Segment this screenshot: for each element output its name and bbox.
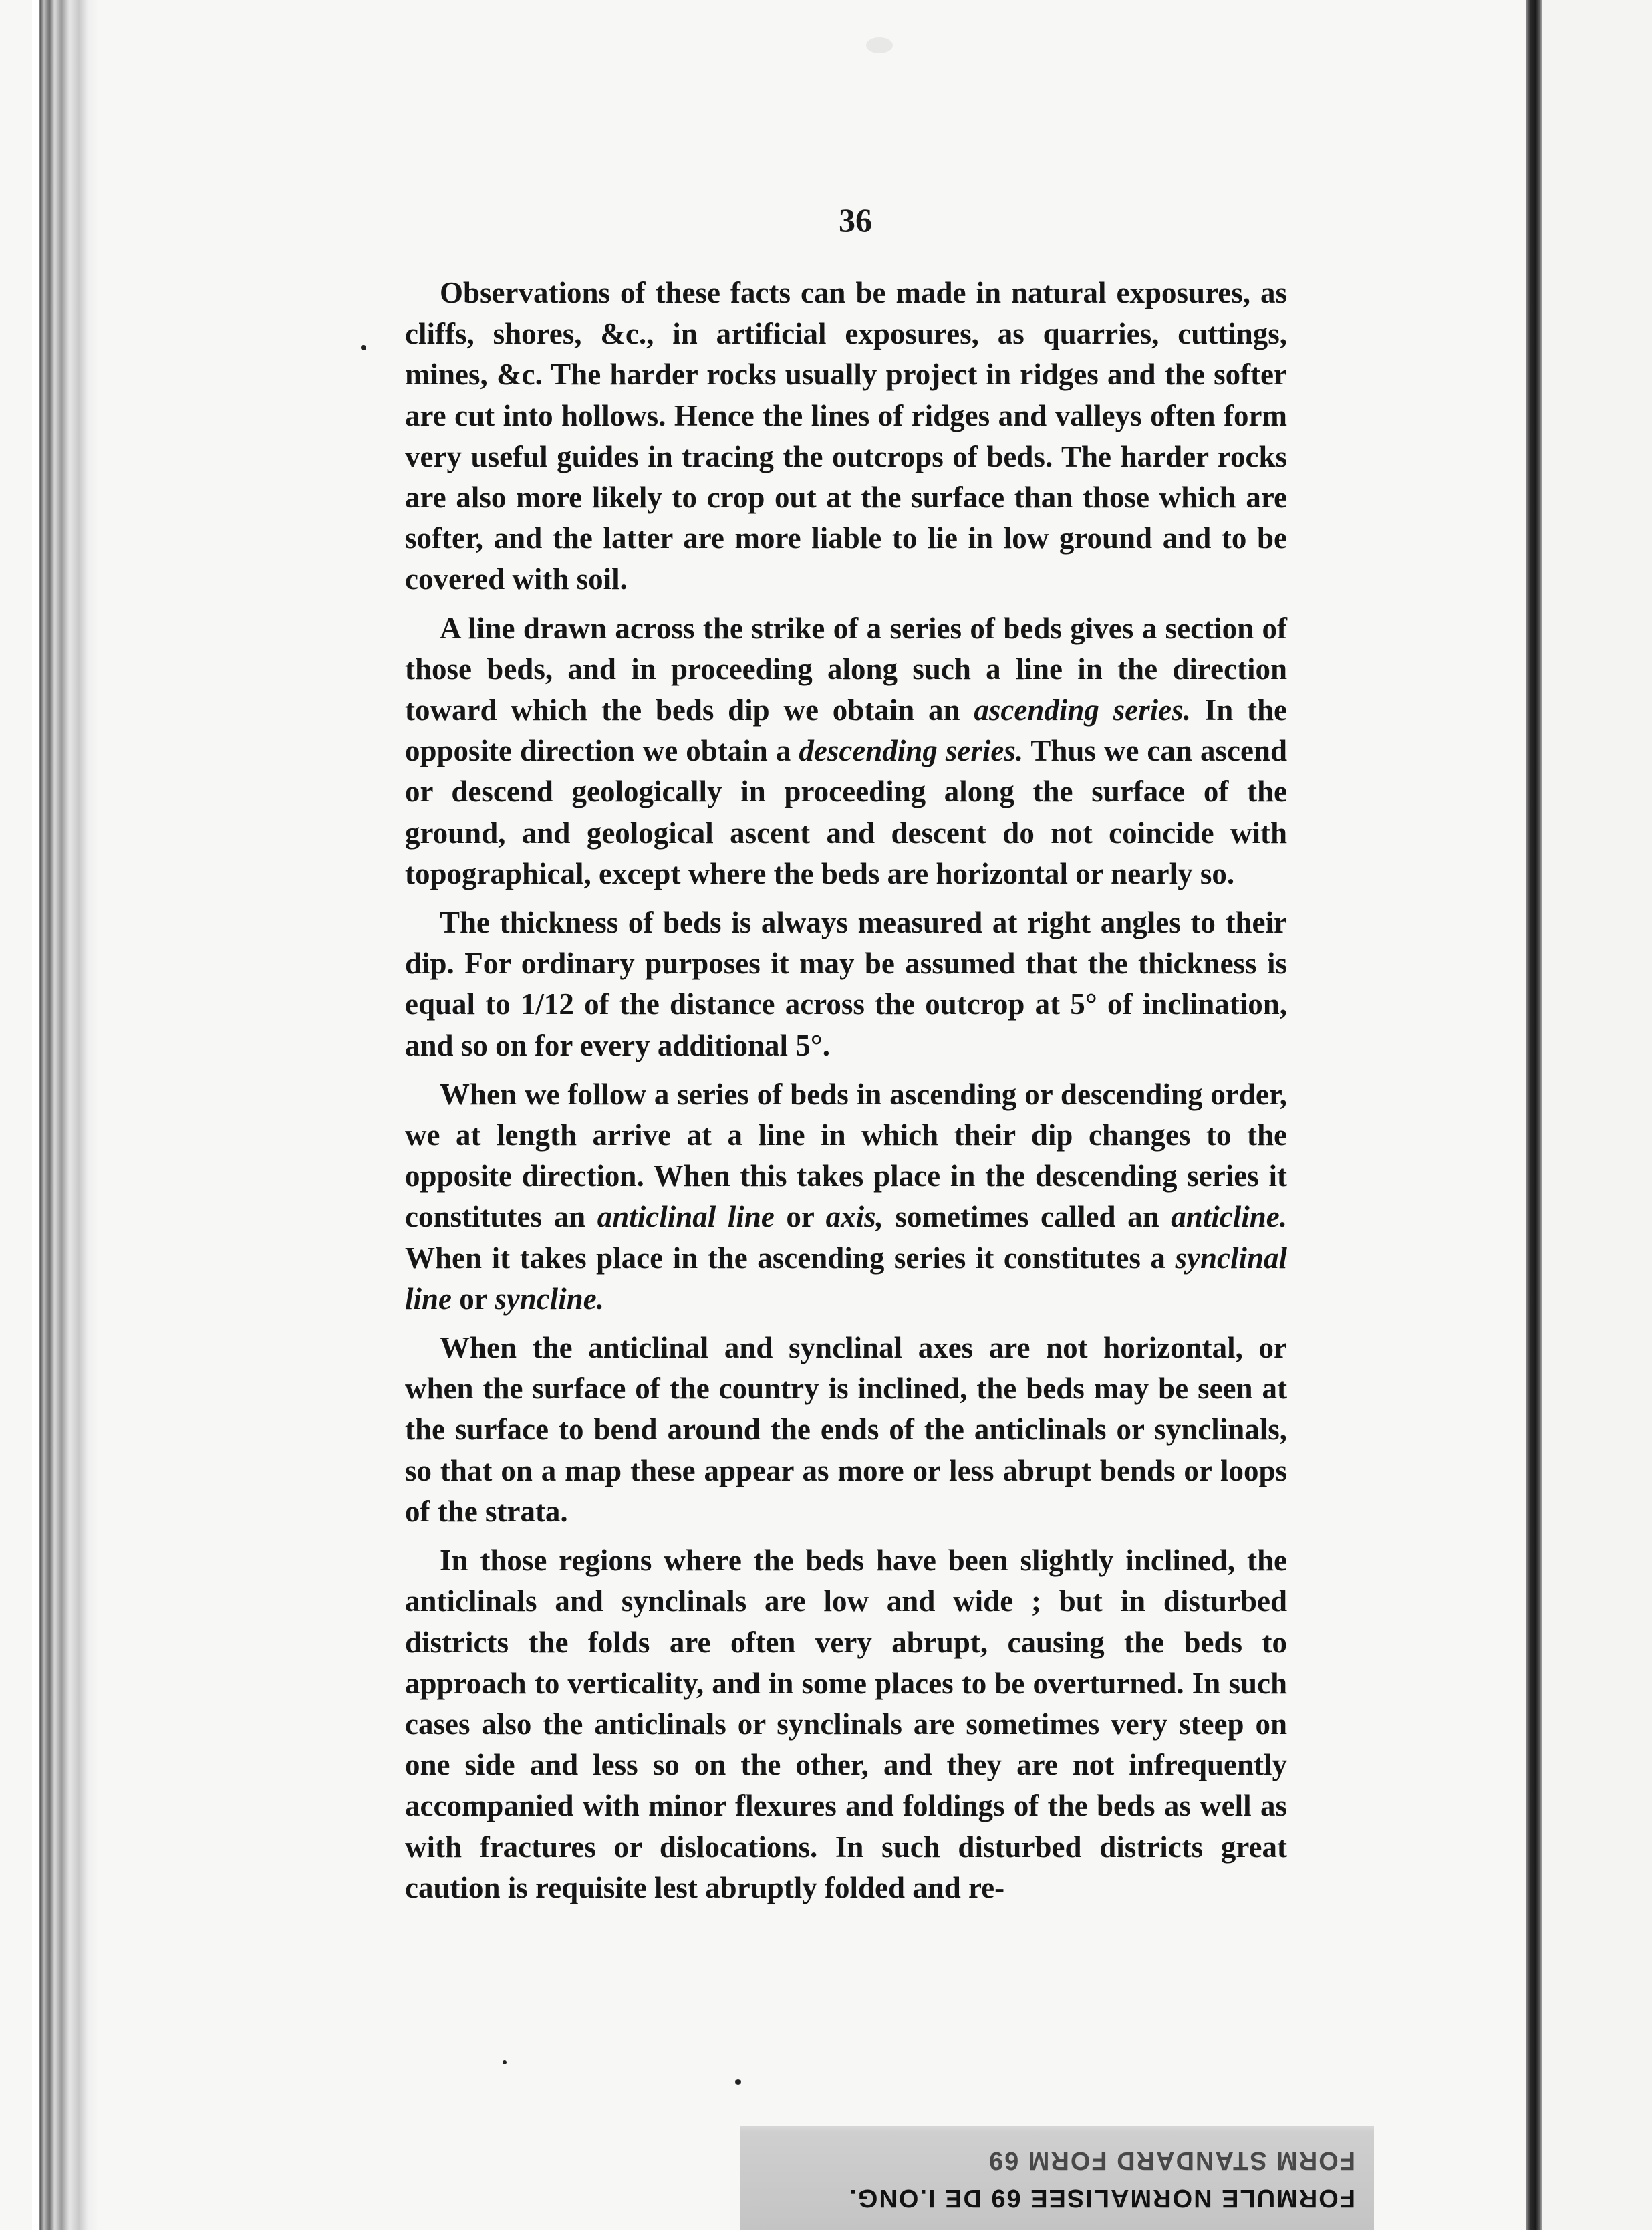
text-run: When we follow a series of beds in ascending or descending order, we at length arrive at a line in which their dip changes to the opposite direction. When this takes place in the descending series it constitutes an — [405, 1077, 1287, 1234]
italic-term: anticline. — [1171, 1200, 1287, 1234]
paragraph — [405, 902, 1287, 1066]
page-binding-edge — [32, 0, 99, 2230]
italic-term: syncline. — [495, 1281, 604, 1316]
stamp-line-1: FORMULE NORMALISEE 69 DE I.ONG. — [848, 2184, 1355, 2212]
stamp-line-2: FORM STANDARD FORM 69 — [987, 2146, 1355, 2175]
ink-speck — [361, 345, 366, 350]
page-number: 36 — [839, 201, 872, 239]
text-run: In the opposite direction we obtain a — [405, 693, 1287, 768]
text-run: Observations of these facts can be made in natural exposures, as cliffs, shores, &c., in artificial exposures, as quarries, cuttings, mines, &c. The harder rocks usually project in ridges and the softer are cut into hollows. Hence the lines of ridges and valleys often form very useful guides in tracing the outcrops of beds. The harder rocks are also more likely to crop out at the surface than those which are softer, and the latter are more liable to lie in low ground and to be covered with soil. — [405, 276, 1287, 596]
body-text — [405, 273, 1287, 1916]
paragraph — [405, 1074, 1287, 1320]
italic-term: descending series. — [799, 734, 1024, 768]
ink-speck — [866, 37, 893, 53]
italic-term: axis, — [825, 1200, 883, 1234]
right-margin — [1542, 0, 1652, 2230]
text-run: When it takes place in the ascending series it constitutes a — [405, 1241, 1176, 1275]
paragraph — [405, 273, 1287, 600]
page-right-edge — [1526, 0, 1542, 2230]
text-run: The thickness of beds is always measured at right angles to their dip. For ordinary purposes it may be assumed that the thickness is equal to 1/12 of the distance across the outcrop at 5° of inclination, and so on for every additional 5°. — [405, 906, 1287, 1062]
italic-term: anticlinal line — [597, 1200, 775, 1234]
text-run: When the anticlinal and synclinal axes are not horizontal, or when the surface of the country is inclined, the beds may be seen at the surface to bend around the ends of the anticlinals or synclinals, so that on a map these appear as more or less abrupt bends or loops of the strata. — [405, 1331, 1287, 1528]
ink-speck — [503, 2060, 507, 2064]
italic-term: synclinal line — [405, 1241, 1287, 1316]
text-run: A line drawn across the strike of a series of beds gives a section of those beds, and in proceeding along such a line in the direction toward which the beds dip we obtain an — [405, 611, 1287, 727]
text-run: sometimes called an — [883, 1200, 1172, 1234]
ink-speck — [735, 2079, 741, 2085]
text-run: or — [774, 1200, 826, 1234]
paragraph — [405, 1328, 1287, 1532]
text-run: Thus we can ascend or descend geologically in proceeding along the surface of the ground, and geological ascent and descent do not coincide with topographical, except where the beds are horizontal or nearly so. — [405, 734, 1287, 890]
paragraph — [405, 1540, 1287, 1908]
text-run: or — [452, 1281, 495, 1316]
paragraph — [405, 608, 1287, 894]
text-run: In those regions where the beds have been slightly inclined, the anticlinals and synclinals are low and wide ; but in disturbed districts the folds are often very abrupt, causing the beds to approach to verticality, and in some places to be overturned. In such cases also the anticlinals or synclinals are sometimes very steep on one side and less so on the other, and they are not infrequently accompanied with minor flexures and foldings of the beds as well as with fractures or dislocations. In such disturbed districts great caution is requisite lest abruptly folded and re- — [405, 1543, 1287, 1904]
italic-term: ascending series. — [974, 693, 1191, 727]
library-stamp — [740, 2126, 1374, 2230]
